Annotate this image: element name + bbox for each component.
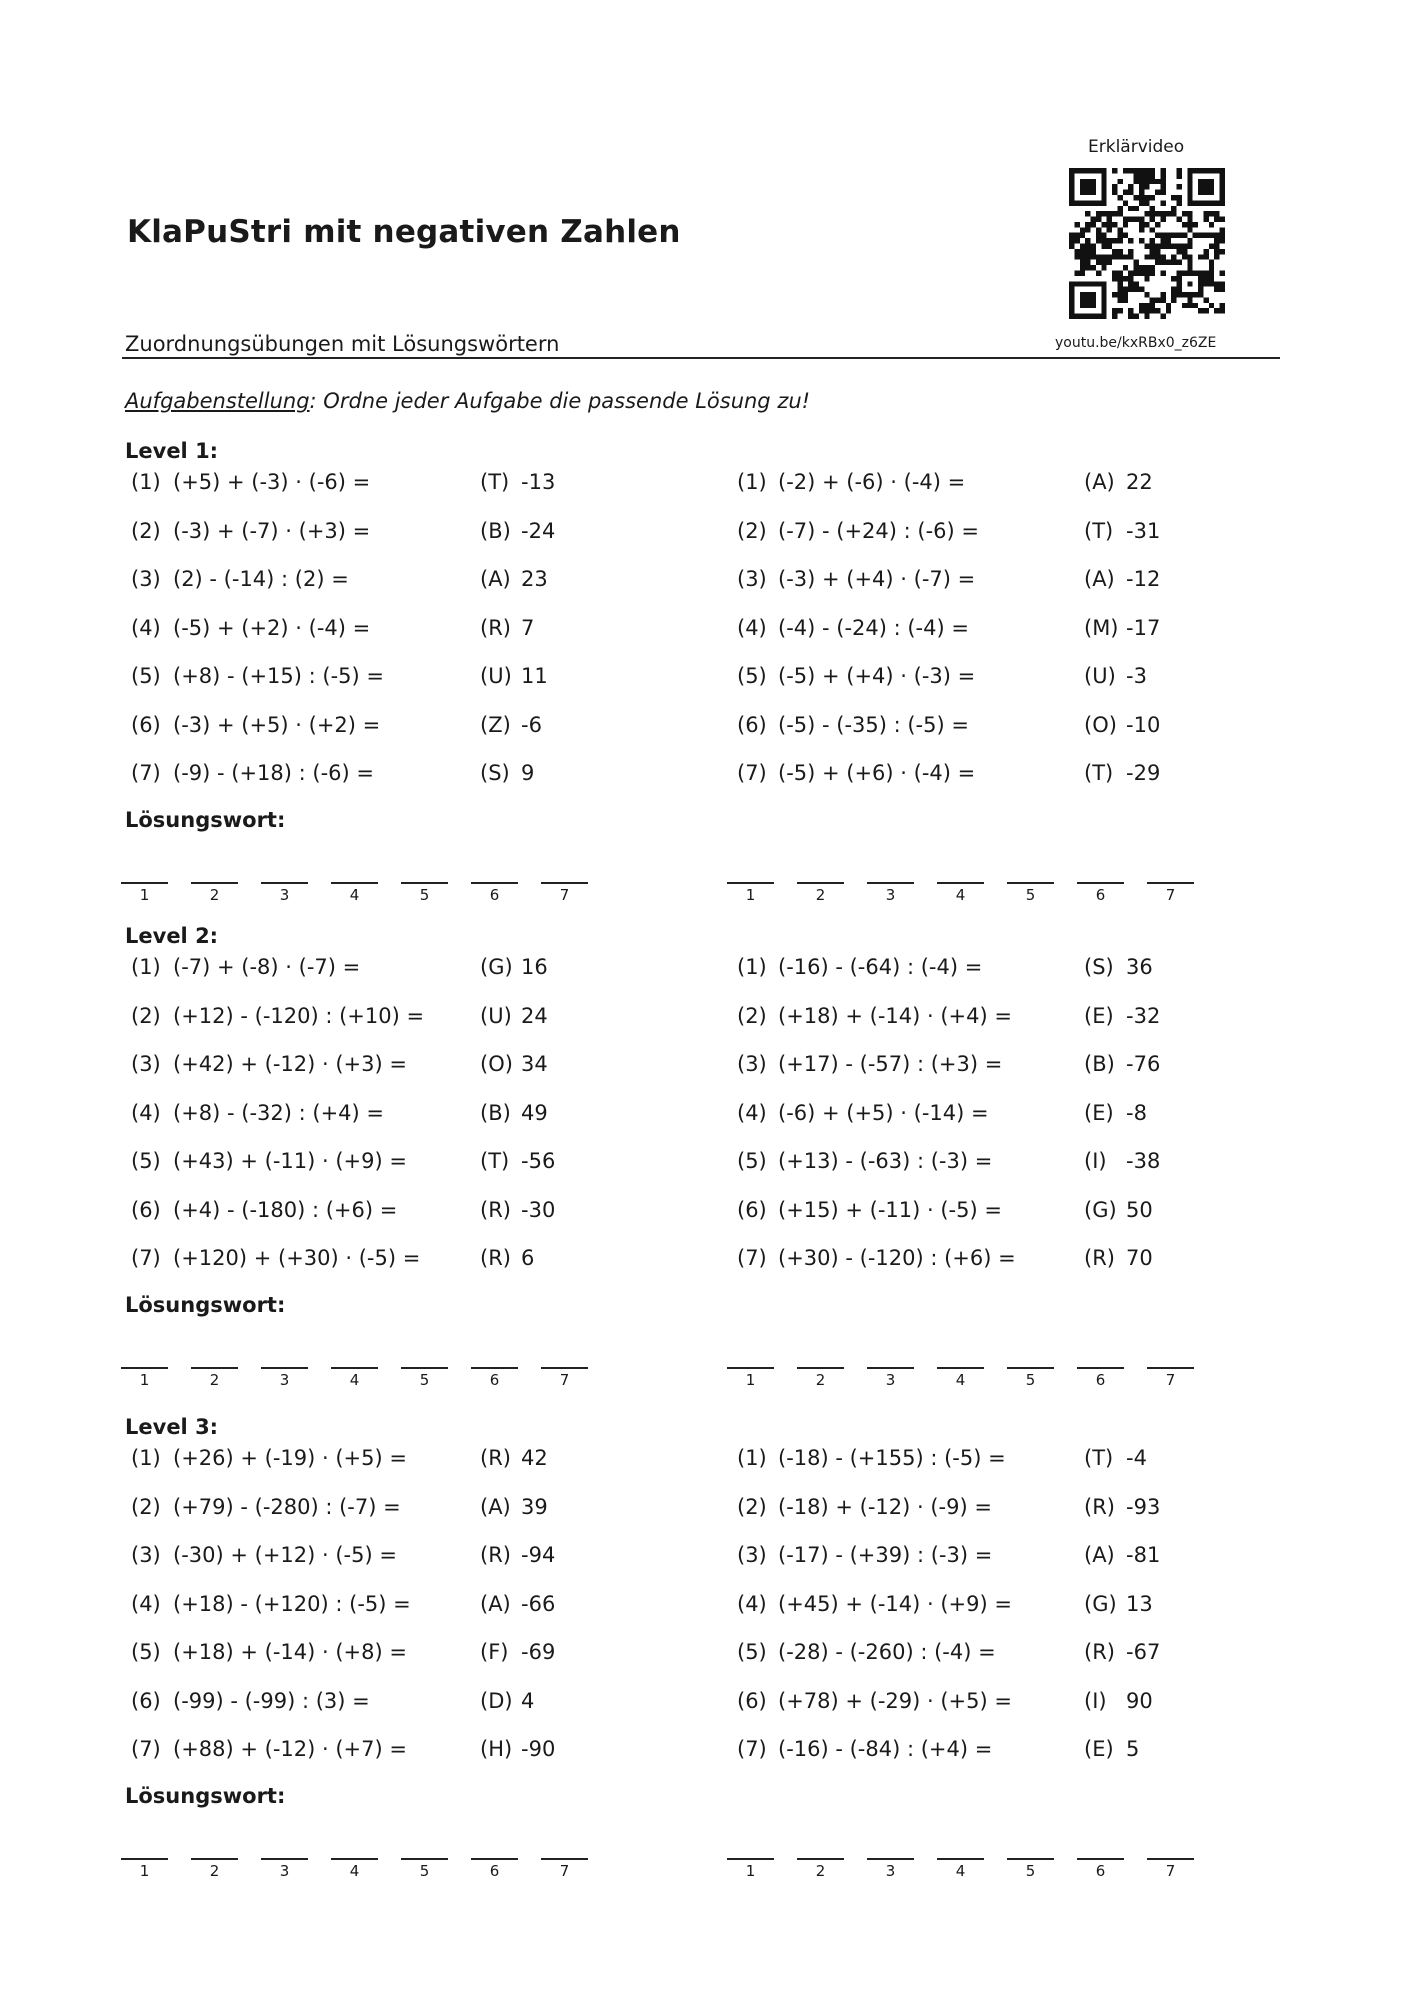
answer-value: -30	[521, 1197, 556, 1222]
exercise-expression: (+45) + (-14) · (+9) =	[778, 1591, 1012, 1616]
answer-value: 90	[1126, 1688, 1153, 1713]
answer-blank[interactable]	[541, 882, 588, 884]
answer-value: 39	[521, 1494, 548, 1519]
exercise-expression: (+17) - (-57) : (+3) =	[778, 1052, 1003, 1076]
task-separator: :	[309, 389, 317, 413]
answer-value: 34	[521, 1052, 548, 1076]
answer-value: 22	[1126, 470, 1153, 494]
exercise-number: (2)	[737, 518, 767, 543]
answer-letter: (B)	[480, 1100, 511, 1125]
exercise-expression: (-2) + (-6) · (-4) =	[778, 470, 966, 494]
answer-letter: (G)	[480, 955, 513, 979]
answer-value: -56	[521, 1149, 556, 1173]
exercise-number: (6)	[737, 1197, 767, 1222]
blank-number: 3	[279, 886, 290, 904]
answer-letter: (E)	[1084, 1003, 1114, 1028]
answer-letter: (G)	[1084, 1197, 1117, 1222]
exercise-number: (5)	[131, 1149, 161, 1173]
exercise-expression: (+12) - (-120) : (+10) =	[173, 1003, 425, 1028]
exercise-number: (5)	[737, 664, 767, 688]
exercise-number: (7)	[737, 1246, 767, 1270]
blank-number: 4	[955, 886, 966, 904]
exercise-number: (3)	[737, 1543, 767, 1567]
answer-blank[interactable]	[191, 1858, 238, 1860]
solution-label: Lösungswort:	[125, 1292, 286, 1317]
exercise-expression: (-16) - (-84) : (+4) =	[778, 1737, 993, 1761]
answer-letter: (A)	[480, 1494, 511, 1519]
answer-value: -12	[1126, 567, 1161, 591]
answer-blank[interactable]	[1007, 1367, 1054, 1369]
answer-value: -13	[521, 470, 556, 494]
answer-value: -69	[521, 1640, 556, 1664]
answer-blank[interactable]	[471, 1858, 518, 1860]
answer-blank[interactable]	[331, 1858, 378, 1860]
answer-blank[interactable]	[1147, 1858, 1194, 1860]
exercise-number: (4)	[737, 1591, 767, 1616]
answer-blank[interactable]	[727, 882, 774, 884]
answer-value: -81	[1126, 1543, 1161, 1567]
answer-value: 23	[521, 567, 548, 591]
exercise-number: (2)	[131, 518, 161, 543]
exercise-expression: (-5) + (+4) · (-3) =	[778, 664, 976, 688]
blank-number: 5	[419, 1862, 430, 1880]
blank-number: 1	[745, 886, 756, 904]
blank-number: 4	[955, 1371, 966, 1389]
blank-number: 7	[1165, 1862, 1176, 1880]
exercise-expression: (-5) - (-35) : (-5) =	[778, 712, 969, 737]
blank-number: 7	[559, 1371, 570, 1389]
answer-value: 49	[521, 1100, 548, 1125]
blank-number: 2	[209, 1371, 220, 1389]
answer-letter: (A)	[1084, 567, 1115, 591]
exercise-number: (3)	[737, 567, 767, 591]
answer-letter: (A)	[1084, 470, 1115, 494]
exercise-number: (7)	[737, 761, 767, 785]
answer-value: 13	[1126, 1591, 1153, 1616]
answer-value: 6	[521, 1246, 535, 1270]
level-title: Level 1:	[125, 439, 219, 463]
answer-blank[interactable]	[1007, 882, 1054, 884]
blank-number: 2	[209, 1862, 220, 1880]
answer-letter: (T)	[1084, 761, 1114, 785]
answer-blank[interactable]	[1007, 1858, 1054, 1860]
blank-number: 1	[139, 886, 150, 904]
exercise-expression: (-3) + (+5) · (+2) =	[173, 712, 381, 737]
blank-number: 5	[419, 1371, 430, 1389]
exercise-number: (6)	[737, 1688, 767, 1713]
exercise-number: (7)	[737, 1737, 767, 1761]
blank-number: 5	[419, 886, 430, 904]
answer-letter: (R)	[480, 1197, 511, 1222]
answer-value: -4	[1126, 1446, 1147, 1470]
exercise-number: (1)	[737, 955, 767, 979]
exercise-number: (4)	[131, 1591, 161, 1616]
blank-number: 1	[745, 1371, 756, 1389]
exercise-expression: (+8) - (+15) : (-5) =	[173, 664, 384, 688]
blank-number: 7	[1165, 886, 1176, 904]
exercise-expression: (-3) + (-7) · (+3) =	[173, 518, 371, 543]
blank-number: 1	[139, 1862, 150, 1880]
answer-letter: (R)	[1084, 1640, 1115, 1664]
answer-value: -90	[521, 1737, 556, 1761]
exercise-expression: (+15) + (-11) · (-5) =	[778, 1197, 1002, 1222]
answer-blank[interactable]	[121, 1858, 168, 1860]
answer-value: -17	[1126, 615, 1161, 640]
blank-number: 4	[349, 886, 360, 904]
exercise-expression: (-17) - (+39) : (-3) =	[778, 1543, 993, 1567]
exercise-number: (3)	[131, 1052, 161, 1076]
answer-value: -3	[1126, 664, 1147, 688]
exercise-number: (3)	[737, 1052, 767, 1076]
exercise-expression: (-5) + (+6) · (-4) =	[778, 761, 976, 785]
exercise-number: (3)	[131, 567, 161, 591]
answer-blank[interactable]	[1077, 882, 1124, 884]
answer-value: 4	[521, 1688, 535, 1713]
exercise-expression: (-18) + (-12) · (-9) =	[778, 1494, 992, 1519]
exercise-expression: (-30) + (+12) · (-5) =	[173, 1543, 397, 1567]
answer-blank[interactable]	[541, 1367, 588, 1369]
exercise-number: (1)	[737, 1446, 767, 1470]
exercise-number: (5)	[737, 1640, 767, 1664]
answer-letter: (T)	[1084, 1446, 1114, 1470]
answer-letter: (E)	[1084, 1737, 1114, 1761]
blank-number: 7	[1165, 1371, 1176, 1389]
answer-value: -29	[1126, 761, 1161, 785]
blank-number: 3	[885, 1862, 896, 1880]
answer-blank[interactable]	[121, 1367, 168, 1369]
level-title: Level 3:	[125, 1415, 219, 1439]
exercise-expression: (+18) + (-14) · (+4) =	[778, 1003, 1012, 1028]
exercise-expression: (+78) + (-29) · (+5) =	[778, 1688, 1012, 1713]
blank-number: 4	[349, 1371, 360, 1389]
answer-letter: (S)	[480, 761, 510, 785]
answer-letter: (B)	[480, 518, 511, 543]
task-label: Aufgabenstellung	[125, 389, 310, 413]
answer-letter: (B)	[1084, 1052, 1115, 1076]
solution-label: Lösungswort:	[125, 1783, 286, 1808]
answer-letter: (R)	[480, 1246, 511, 1270]
qr-label: Erklärvideo	[1088, 137, 1185, 157]
answer-value: -31	[1126, 518, 1161, 543]
answer-value: 42	[521, 1446, 548, 1470]
answer-value: -24	[521, 518, 556, 543]
answer-blank[interactable]	[191, 882, 238, 884]
answer-letter: (E)	[1084, 1100, 1114, 1125]
exercise-number: (6)	[131, 1197, 161, 1222]
answer-letter: (R)	[480, 1446, 511, 1470]
exercise-number: (4)	[131, 1100, 161, 1125]
answer-value: 7	[521, 615, 535, 640]
answer-blank[interactable]	[937, 882, 984, 884]
answer-blank[interactable]	[471, 882, 518, 884]
answer-value: -67	[1126, 1640, 1161, 1664]
exercise-expression: (+4) - (-180) : (+6) =	[173, 1197, 398, 1222]
answer-blank[interactable]	[401, 1367, 448, 1369]
exercise-expression: (-5) + (+2) · (-4) =	[173, 615, 371, 640]
answer-value: 50	[1126, 1197, 1153, 1222]
answer-letter: (S)	[1084, 955, 1114, 979]
answer-blank[interactable]	[797, 1367, 844, 1369]
blank-number: 2	[209, 886, 220, 904]
blank-number: 6	[489, 886, 500, 904]
blank-number: 6	[1095, 1862, 1106, 1880]
exercise-expression: (-3) + (+4) · (-7) =	[778, 567, 976, 591]
exercise-number: (5)	[737, 1149, 767, 1173]
blank-number: 3	[279, 1371, 290, 1389]
answer-blank[interactable]	[331, 1367, 378, 1369]
answer-letter: (A)	[480, 567, 511, 591]
exercise-expression: (+18) - (+120) : (-5) =	[173, 1591, 411, 1616]
exercise-number: (4)	[737, 615, 767, 640]
answer-letter: (A)	[480, 1591, 511, 1616]
qr-code-icon[interactable]	[1069, 168, 1225, 319]
exercise-number: (4)	[737, 1100, 767, 1125]
answer-blank[interactable]	[797, 1858, 844, 1860]
answer-blank[interactable]	[867, 1367, 914, 1369]
blank-number: 5	[1025, 886, 1036, 904]
exercise-expression: (+5) + (-3) · (-6) =	[173, 470, 371, 494]
exercise-number: (2)	[131, 1494, 161, 1519]
video-link[interactable]: youtu.be/kxRBx0_z6ZE	[1055, 335, 1217, 351]
answer-blank[interactable]	[121, 882, 168, 884]
answer-letter: (R)	[480, 1543, 511, 1567]
exercise-number: (2)	[737, 1494, 767, 1519]
exercise-expression: (-4) - (-24) : (-4) =	[778, 615, 969, 640]
answer-letter: (O)	[480, 1052, 513, 1076]
answer-letter: (T)	[480, 470, 510, 494]
exercise-expression: (+88) + (-12) · (+7) =	[173, 1737, 407, 1761]
answer-blank[interactable]	[471, 1367, 518, 1369]
answer-blank[interactable]	[331, 882, 378, 884]
answer-value: -93	[1126, 1494, 1161, 1519]
answer-letter: (H)	[480, 1737, 513, 1761]
exercise-number: (7)	[131, 761, 161, 785]
blank-number: 1	[745, 1862, 756, 1880]
blank-number: 6	[1095, 886, 1106, 904]
answer-blank[interactable]	[1147, 1367, 1194, 1369]
answer-value: -38	[1126, 1149, 1161, 1173]
exercise-expression: (+120) + (+30) · (-5) =	[173, 1246, 421, 1270]
answer-blank[interactable]	[1077, 1367, 1124, 1369]
answer-letter: (D)	[480, 1688, 513, 1713]
answer-value: -32	[1126, 1003, 1161, 1028]
blank-number: 5	[1025, 1862, 1036, 1880]
exercise-number: (6)	[737, 712, 767, 737]
exercise-expression: (2) - (-14) : (2) =	[173, 567, 349, 591]
blank-number: 4	[955, 1862, 966, 1880]
solution-label: Lösungswort:	[125, 807, 286, 832]
answer-letter: (Z)	[480, 712, 511, 737]
answer-value: 24	[521, 1003, 548, 1028]
answer-blank[interactable]	[261, 1367, 308, 1369]
exercise-number: (1)	[131, 470, 161, 494]
answer-letter: (U)	[480, 664, 512, 688]
answer-value: -8	[1126, 1100, 1147, 1125]
exercise-expression: (-28) - (-260) : (-4) =	[778, 1640, 996, 1664]
exercise-expression: (+13) - (-63) : (-3) =	[778, 1149, 993, 1173]
answer-blank[interactable]	[937, 1367, 984, 1369]
answer-letter: (O)	[1084, 712, 1117, 737]
answer-letter: (T)	[1084, 518, 1114, 543]
answer-letter: (I)	[1084, 1688, 1107, 1713]
blank-number: 3	[885, 886, 896, 904]
answer-value: -10	[1126, 712, 1161, 737]
blank-number: 4	[349, 1862, 360, 1880]
blank-number: 2	[815, 1371, 826, 1389]
answer-letter: (T)	[480, 1149, 510, 1173]
answer-blank[interactable]	[541, 1858, 588, 1860]
answer-blank[interactable]	[261, 882, 308, 884]
exercise-number: (2)	[737, 1003, 767, 1028]
answer-value: 5	[1126, 1737, 1140, 1761]
answer-letter: (R)	[1084, 1246, 1115, 1270]
blank-number: 6	[1095, 1371, 1106, 1389]
answer-value: 11	[521, 664, 548, 688]
answer-letter: (M)	[1084, 615, 1119, 640]
answer-value: -76	[1126, 1052, 1161, 1076]
answer-blank[interactable]	[937, 1858, 984, 1860]
exercise-number: (5)	[131, 1640, 161, 1664]
exercise-expression: (-6) + (+5) · (-14) =	[778, 1100, 989, 1125]
answer-value: -94	[521, 1543, 556, 1567]
answer-value: -6	[521, 712, 542, 737]
exercise-number: (2)	[131, 1003, 161, 1028]
answer-value: -66	[521, 1591, 556, 1616]
exercise-expression: (+43) + (-11) · (+9) =	[173, 1149, 407, 1173]
level-title: Level 2:	[125, 924, 219, 948]
exercise-number: (4)	[131, 615, 161, 640]
answer-value: 36	[1126, 955, 1153, 979]
blank-number: 5	[1025, 1371, 1036, 1389]
exercise-expression: (-16) - (-64) : (-4) =	[778, 955, 983, 979]
answer-blank[interactable]	[191, 1367, 238, 1369]
exercise-expression: (+8) - (-32) : (+4) =	[173, 1100, 384, 1125]
blank-number: 2	[815, 1862, 826, 1880]
exercise-expression: (+79) - (-280) : (-7) =	[173, 1494, 401, 1519]
blank-number: 6	[489, 1862, 500, 1880]
answer-blank[interactable]	[867, 1858, 914, 1860]
exercise-expression: (+30) - (-120) : (+6) =	[778, 1246, 1016, 1270]
answer-blank[interactable]	[401, 882, 448, 884]
answer-letter: (U)	[1084, 664, 1116, 688]
answer-blank[interactable]	[1147, 882, 1194, 884]
blank-number: 2	[815, 886, 826, 904]
answer-value: 16	[521, 955, 548, 979]
page-title: KlaPuStri mit negativen Zahlen	[127, 214, 681, 250]
page-subtitle: Zuordnungsübungen mit Lösungswörtern	[125, 332, 560, 356]
exercise-number: (7)	[131, 1246, 161, 1270]
exercise-number: (6)	[131, 1688, 161, 1713]
exercise-expression: (-7) + (-8) · (-7) =	[173, 955, 361, 979]
exercise-number: (5)	[131, 664, 161, 688]
answer-blank[interactable]	[401, 1858, 448, 1860]
answer-blank[interactable]	[797, 882, 844, 884]
exercise-expression: (-7) - (+24) : (-6) =	[778, 518, 979, 543]
header-divider	[122, 357, 1280, 359]
answer-letter: (R)	[1084, 1494, 1115, 1519]
answer-blank[interactable]	[261, 1858, 308, 1860]
exercise-number: (3)	[131, 1543, 161, 1567]
blank-number: 3	[885, 1371, 896, 1389]
answer-letter: (R)	[480, 615, 511, 640]
exercise-expression: (-99) - (-99) : (3) =	[173, 1688, 370, 1713]
exercise-expression: (-9) - (+18) : (-6) =	[173, 761, 374, 785]
answer-letter: (A)	[1084, 1543, 1115, 1567]
answer-blank[interactable]	[1077, 1858, 1124, 1860]
exercise-number: (1)	[737, 470, 767, 494]
blank-number: 7	[559, 1862, 570, 1880]
answer-blank[interactable]	[867, 882, 914, 884]
exercise-expression: (-18) - (+155) : (-5) =	[778, 1446, 1006, 1470]
blank-number: 6	[489, 1371, 500, 1389]
exercise-expression: (+26) + (-19) · (+5) =	[173, 1446, 407, 1470]
task-text: Ordne jeder Aufgabe die passende Lösung zu!	[316, 389, 811, 413]
answer-blank[interactable]	[727, 1858, 774, 1860]
exercise-number: (7)	[131, 1737, 161, 1761]
task-instruction	[125, 389, 810, 413]
exercise-expression: (+42) + (-12) · (+3) =	[173, 1052, 407, 1076]
exercise-expression: (+18) + (-14) · (+8) =	[173, 1640, 407, 1664]
blank-number: 3	[279, 1862, 290, 1880]
exercise-number: (1)	[131, 1446, 161, 1470]
blank-number: 7	[559, 886, 570, 904]
exercise-number: (6)	[131, 712, 161, 737]
answer-value: 70	[1126, 1246, 1153, 1270]
answer-letter: (U)	[480, 1003, 512, 1028]
answer-letter: (F)	[480, 1640, 509, 1664]
answer-value: 9	[521, 761, 535, 785]
answer-letter: (I)	[1084, 1149, 1107, 1173]
answer-blank[interactable]	[727, 1367, 774, 1369]
answer-letter: (G)	[1084, 1591, 1117, 1616]
blank-number: 1	[139, 1371, 150, 1389]
exercise-number: (1)	[131, 955, 161, 979]
